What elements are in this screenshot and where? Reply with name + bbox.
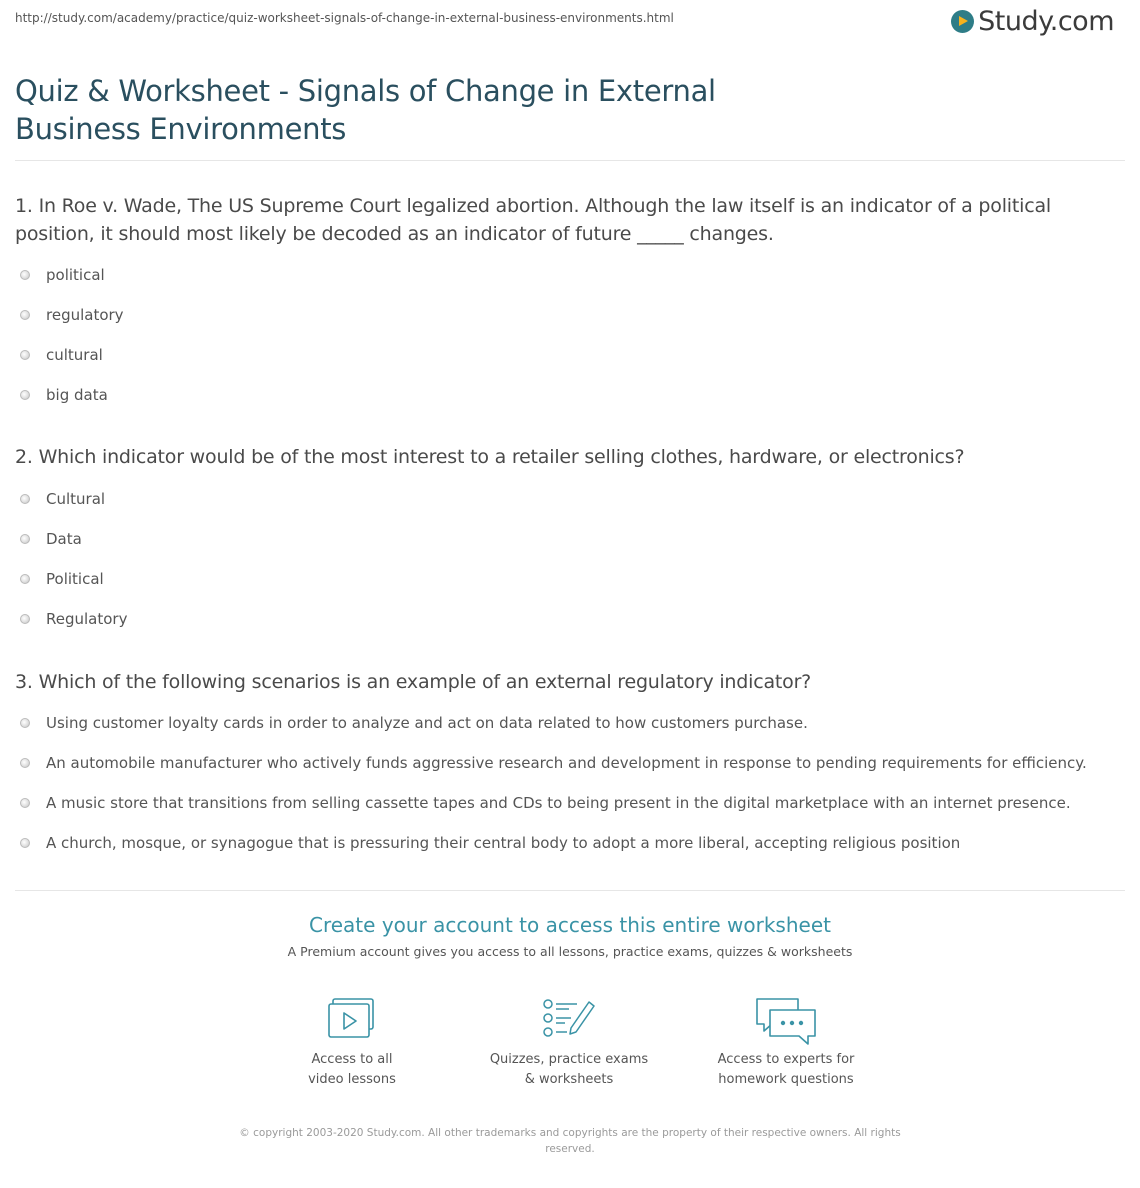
- radio-button[interactable]: [20, 310, 30, 320]
- cta-divider: [15, 890, 1125, 891]
- video-lessons-icon: [326, 996, 378, 1040]
- feature-label-line1: Access to all: [311, 1052, 393, 1067]
- answer-option[interactable]: [20, 703, 1087, 743]
- page-title: Quiz & Worksheet - Signals of Change in External Business Environments: [15, 74, 716, 146]
- feature-quizzes: [474, 996, 664, 1090]
- radio-button[interactable]: [20, 350, 30, 360]
- question-3-text: 3. Which of the following scenarios is an example of an external regulatory indicator?: [15, 671, 812, 693]
- option-label: Regulatory: [46, 610, 128, 628]
- option-label: cultural: [46, 346, 103, 364]
- question-1-options: [20, 255, 124, 415]
- page-url: http://study.com/academy/practice/quiz-worksheet-signals-of-change-in-external-business-environments.html: [15, 11, 674, 25]
- radio-button[interactable]: [20, 718, 30, 728]
- radio-button[interactable]: [20, 798, 30, 808]
- logo-text: Study.com: [978, 6, 1114, 37]
- answer-option[interactable]: [20, 823, 1087, 863]
- radio-button[interactable]: [20, 494, 30, 504]
- cta-subtitle: A Premium account gives you access to all lessons, practice exams, quizzes & worksheets: [287, 944, 853, 959]
- option-label: political: [46, 266, 105, 284]
- answer-option[interactable]: [20, 599, 127, 639]
- option-label: Political: [46, 570, 104, 588]
- radio-button[interactable]: [20, 758, 30, 768]
- question-2-options: [20, 479, 127, 639]
- feature-experts: [691, 996, 881, 1090]
- feature-label-line1: Quizzes, practice exams: [489, 1052, 649, 1067]
- title-divider: [15, 160, 1125, 161]
- question-3-options: [20, 703, 1087, 863]
- answer-option[interactable]: [20, 479, 127, 519]
- answer-option[interactable]: [20, 743, 1087, 783]
- option-label: regulatory: [46, 306, 124, 324]
- answer-option[interactable]: [20, 783, 1087, 823]
- feature-video-lessons: [257, 996, 447, 1090]
- play-logo-icon: [951, 10, 974, 33]
- answer-option[interactable]: [20, 519, 127, 559]
- radio-button[interactable]: [20, 534, 30, 544]
- question-2-text: 2. Which indicator would be of the most interest to a retailer selling clothes, hardware, or electronics?: [15, 446, 965, 468]
- chat-bubbles-icon: [754, 996, 818, 1046]
- option-label: Data: [46, 530, 82, 548]
- answer-option[interactable]: [20, 255, 124, 295]
- option-label: A church, mosque, or synagogue that is pressuring their central body to adopt a more liberal, accepting religious position: [46, 834, 961, 852]
- answer-option[interactable]: [20, 335, 124, 375]
- feature-label-line2: & worksheets: [524, 1072, 614, 1087]
- option-label: A music store that transitions from selling cassette tapes and CDs to being present in the digital marketplace with an internet presence.: [46, 794, 1071, 812]
- question-1-text: 1. In Roe v. Wade, The US Supreme Court legalized abortion. Although the law itself is an indicator of a political position, it should most likely be decoded as an indicator of future _____ changes.: [15, 195, 1051, 245]
- option-label: Cultural: [46, 490, 106, 508]
- study-logo[interactable]: [951, 6, 1114, 37]
- feature-label-line1: Access to experts for: [717, 1052, 855, 1067]
- answer-option[interactable]: [20, 375, 124, 415]
- radio-button[interactable]: [20, 614, 30, 624]
- copyright-notice: © copyright 2003-2020 Study.com. All other trademarks and copyrights are the property of their respective owners. All rights reserved.: [239, 1127, 901, 1155]
- answer-option[interactable]: [20, 559, 127, 599]
- answer-option[interactable]: [20, 295, 124, 335]
- feature-label-line2: video lessons: [308, 1072, 396, 1087]
- option-label: Using customer loyalty cards in order to analyze and act on data related to how customers purchase.: [46, 714, 808, 732]
- option-label: big data: [46, 386, 108, 404]
- option-label: An automobile manufacturer who actively funds aggressive research and development in response to pending requirements for efficiency.: [46, 754, 1087, 772]
- radio-button[interactable]: [20, 270, 30, 280]
- feature-label-line2: homework questions: [718, 1072, 854, 1087]
- radio-button[interactable]: [20, 574, 30, 584]
- radio-button[interactable]: [20, 390, 30, 400]
- radio-button[interactable]: [20, 838, 30, 848]
- quiz-checklist-icon: [541, 996, 597, 1040]
- create-account-link[interactable]: Create your account to access this entire worksheet: [309, 913, 831, 937]
